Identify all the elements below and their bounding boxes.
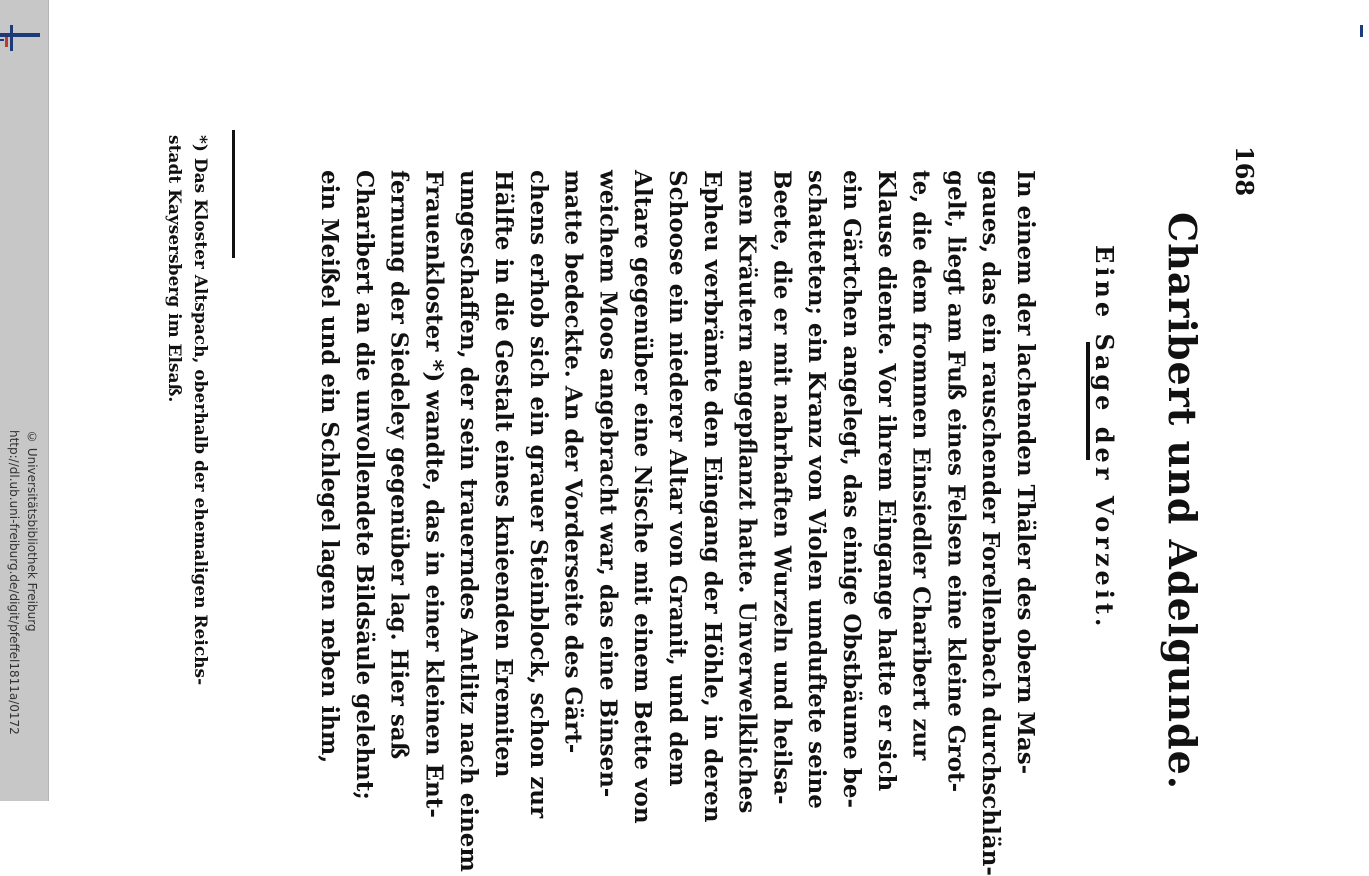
body-line: Frauenkloster *) wandte, das in einer kleinen Ent- (420, 170, 448, 818)
right-edge-marker (1360, 25, 1363, 37)
footnote-line: stadt Kaysersberg im Elsaß. (164, 135, 184, 403)
library-logo-icon (0, 25, 40, 51)
body-line: Charibert an die unvollendete Bildsäule gelehnt; (350, 170, 378, 800)
page-title: Charibert und Adelgunde. (1160, 212, 1205, 791)
page-number: 168 (1230, 146, 1259, 197)
body-line: gaues, das ein rauschender Forellenbach durchschlän- (977, 170, 1005, 876)
copyright-notice: © Universitätsbibliothek Freiburg (25, 430, 39, 632)
body-line: Altare gegenüber eine Nische mit einem Bette von (629, 170, 657, 824)
body-line: te, die dem frommen Einsiedler Charibert zur (907, 170, 935, 761)
body-line: umgeschaffen, der sein trauerndes Antlitz nach einem (455, 170, 483, 872)
sidebar-credits (6, 430, 46, 790)
body-line: ein Gärtchen angelegt, das einige Obstbäume be- (838, 170, 865, 809)
footnote-line: *) Das Kloster Altspach, oberhalb der ehemaligen Reichs- (190, 135, 210, 686)
body-line: chens erhob sich ein grauer Steinblock, schon zur (524, 170, 552, 819)
source-url: http://dl.ub.uni-freiburg.de/digit/pfeffel1811a/0172 (7, 430, 21, 735)
body-line: fernung der Siedeley gegenüber lag. Hier saß (385, 170, 413, 760)
body-line: schatteten; ein Kranz von Violen umduftete seine (803, 170, 831, 809)
right-margin (1358, 0, 1369, 801)
body-line: Klause diente. Vor ihrem Eingange hatte er sich (872, 170, 900, 792)
body-line: gelt, liegt am Fuß eines Felsen eine kleine Grot- (942, 170, 970, 793)
body-line: Epheu verbrämte den Eingang der Höhle, in deren (698, 170, 726, 823)
body-line: Schoose ein niederer Altar von Granit, und dem (664, 170, 691, 787)
body-line: Beete, die er mit nahrhaften Wurzeln und heilsa- (768, 170, 796, 805)
body-line: In einem der lachenden Thäler des obern Mas- (1012, 170, 1039, 775)
body-line: Hälfte in die Gestalt eines knieenden Eremiten (490, 170, 517, 778)
body-line: ein Meißel und ein Schlegel lagen neben ihm, (316, 170, 343, 764)
title-divider (1086, 342, 1090, 460)
viewer-sidebar (0, 0, 49, 801)
body-line: matte bedeckte. An der Vorderseite des Gärt- (559, 170, 587, 754)
footnote-divider (232, 130, 235, 258)
body-line: men Kräutern angepflanzt hatte. Unverwelkliches (733, 170, 761, 814)
body-line: weichem Moos angebracht war, das eine Binsen- (594, 170, 622, 798)
page-subtitle: Eine Sage der Vorzeit. (1090, 245, 1119, 631)
